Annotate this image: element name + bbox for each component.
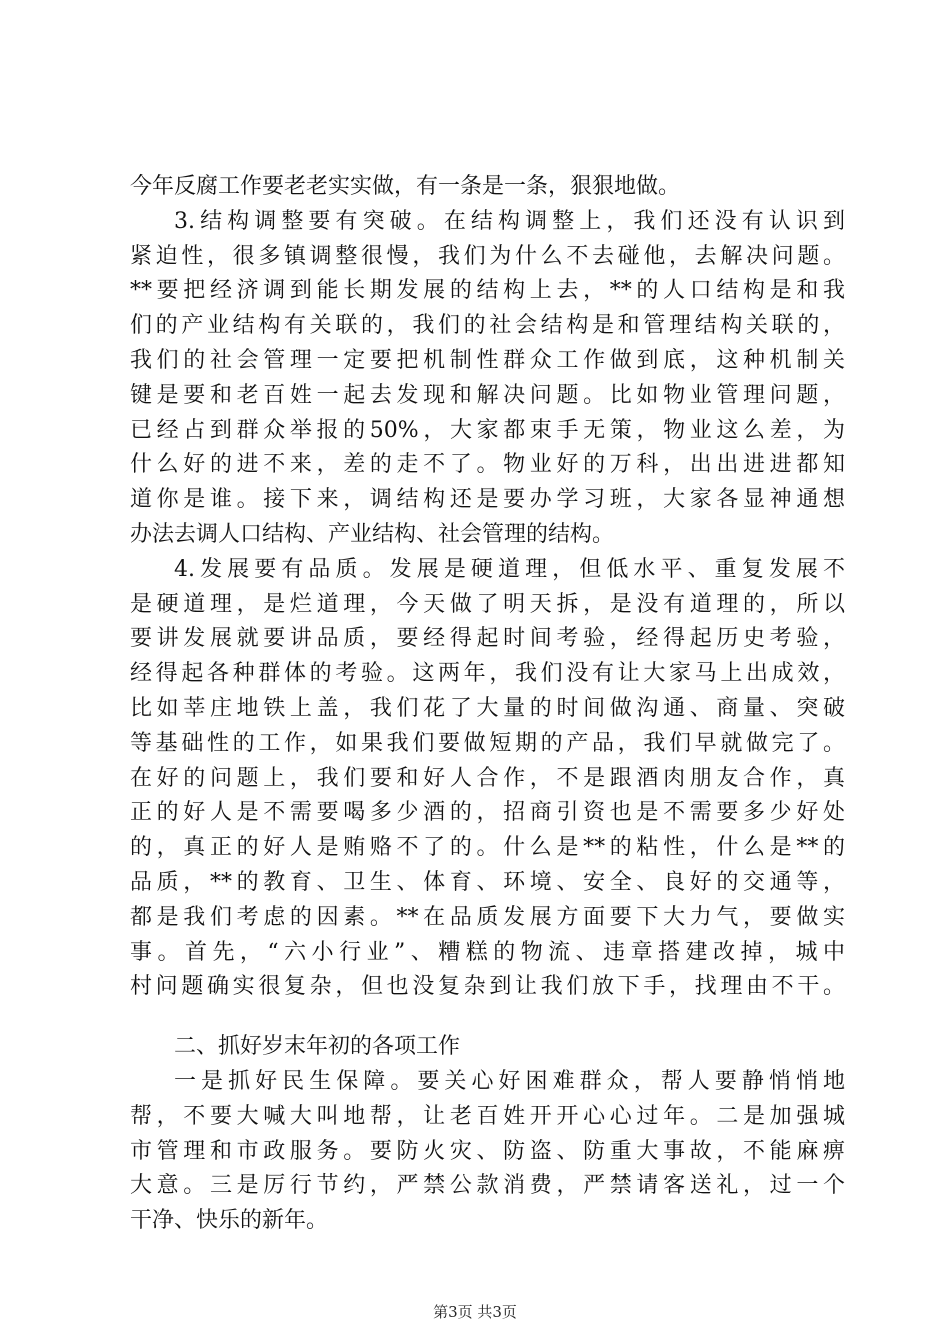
text-line-5: 们的产业结构有关联的，我们的社会结构是和管理结构关联的， [130, 313, 845, 339]
text-line-11: 办法去调人口结构、产业结构、社会管理的结构。 [130, 521, 615, 547]
text-line-10: 道你是谁。接下来，调结构还是要办学习班，大家各显神通想 [130, 487, 845, 513]
text-line-29: 大意。三是厉行节约，严禁公款消费，严禁请客送礼，过一个 [130, 1173, 845, 1199]
text-line-9: 什么好的进不来，差的走不了。物业好的万科，出出进进都知 [130, 452, 845, 478]
text-line-13: 是硬道理，是烂道理，今天做了明天拆，是没有道理的，所以 [130, 591, 845, 617]
text-line-4: **要把经济调到能长期发展的结构上去，**的人口结构是和我 [130, 278, 845, 304]
text-line-27: 帮，不要大喊大叫地帮，让老百姓开开心心过年。二是加强城 [130, 1103, 845, 1129]
text-line-12: 4.发展要有品质。发展是硬道理，但低水平、重复发展不 [174, 556, 845, 582]
text-line-21: 品质，**的教育、卫生、体育、环境、安全、良好的交通等， [130, 869, 845, 895]
text-line-28: 市管理和市政服务。要防火灾、防盗、防重大事故，不能麻痹 [130, 1138, 845, 1164]
page-number-footer: 第3页 共3页 [433, 1303, 517, 1321]
text-line-17: 等基础性的工作，如果我们要做短期的产品，我们早就做完了。 [130, 730, 845, 756]
section-heading: 二、抓好岁末年初的各项工作 [174, 1034, 461, 1060]
text-line-20: 的，真正的好人是贿赂不了的。什么是**的粘性，什么是**的 [130, 835, 845, 861]
document-body [130, 170, 845, 1239]
text-line-15: 经得起各种群体的考验。这两年，我们没有让大家马上出成效， [130, 661, 845, 687]
text-line-8: 已经占到群众举报的50%，大家都束手无策，物业这么差，为 [130, 417, 845, 443]
text-line-23: 事。首先，“六小行业”、糟糕的物流、违章搭建改掉，城中 [130, 939, 845, 965]
text-line-24: 村问题确实很复杂，但也没复杂到让我们放下手，找理由不干。 [130, 974, 845, 1000]
text-line-1: 今年反腐工作要老老实实做，有一条是一条，狠狠地做。 [130, 174, 681, 199]
text-line-16: 比如莘庄地铁上盖，我们花了大量的时间做沟通、商量、突破 [130, 695, 845, 721]
text-line-26: 一是抓好民生保障。要关心好困难群众，帮人要静悄悄地 [174, 1068, 845, 1094]
text-line-22: 都是我们考虑的因素。**在品质发展方面要下大力气，要做实 [130, 904, 845, 930]
text-line-30: 干净、快乐的新年。 [130, 1208, 329, 1234]
text-line-3: 紧迫性，很多镇调整很慢，我们为什么不去碰他，去解决问题。 [130, 243, 845, 269]
text-line-7: 键是要和老百姓一起去发现和解决问题。比如物业管理问题， [130, 382, 845, 408]
text-line-14: 要讲发展就要讲品质，要经得起时间考验，经得起历史考验， [130, 626, 845, 652]
text-line-19: 正的好人是不需要喝多少酒的，招商引资也是不需要多少好处 [130, 800, 845, 826]
text-line-2: 3.结构调整要有突破。在结构调整上，我们还没有认识到 [174, 208, 845, 234]
text-line-6: 我们的社会管理一定要把机制性群众工作做到底，这种机制关 [130, 347, 845, 373]
text-line-18: 在好的问题上，我们要和好人合作，不是跟酒肉朋友合作，真 [130, 765, 845, 791]
